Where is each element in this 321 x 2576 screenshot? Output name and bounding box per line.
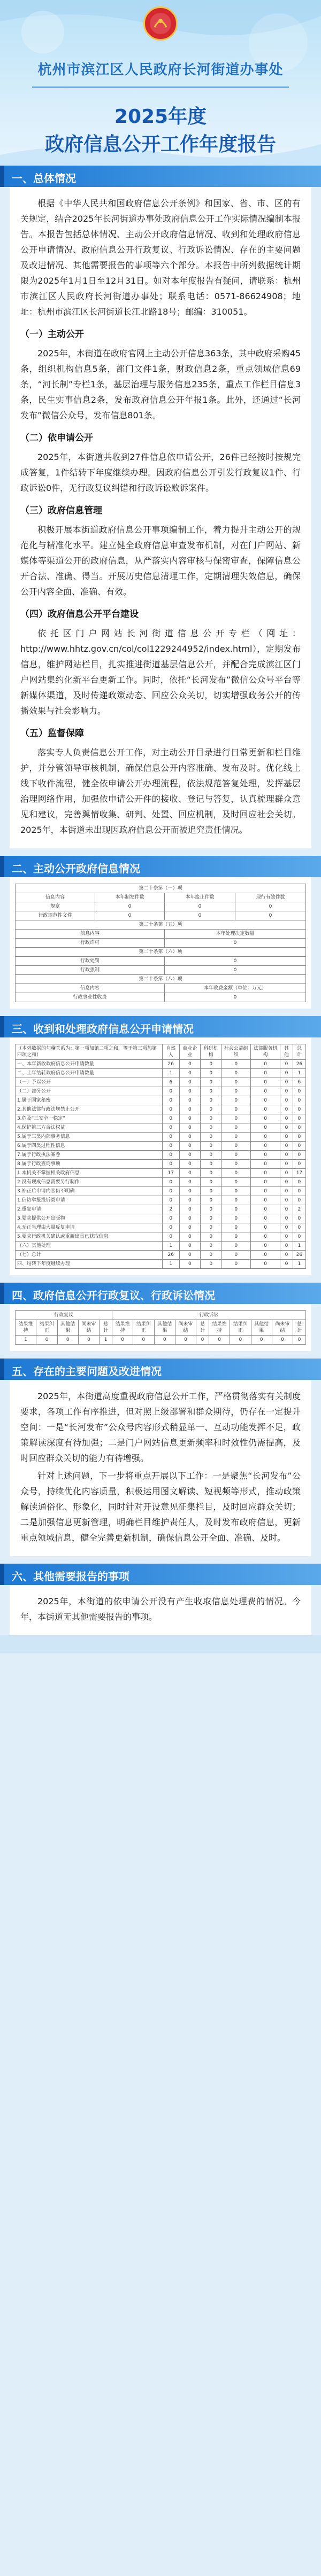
table-row: 4.无正当理由大量反复申请 0 0 0 0 0 0 0 [16,1223,306,1232]
section-header-applications [0,1016,321,1037]
application-paragraph: 2025年，本街道共收到27件信息依申请公开，26件已经按时按规完成答复，1件结转下年度继续办理。因政府信息公开引发行政复议1件、行政诉讼0件，无行政复议纠错和行政诉讼败诉案件。 [20,452,301,493]
table-row: 5.属于三类内部事务信息 0 0 0 0 0 0 0 [16,1133,306,1142]
table-header: 第二十条第（五）项 [16,920,306,930]
proactive-disclosure-table [15,884,306,1002]
organization-name: 杭州市滨江区人民政府长河街道办事处 [37,62,284,78]
section-title: 一、总体情况 [12,172,76,185]
table-row: （七）总计 26 0 0 0 0 0 26 [16,1251,306,1260]
table-col: 本年收费金额（单位：万元） [164,984,305,993]
subheading-platform: （四）政府信息公开平台建设 [20,609,139,620]
improvements-paragraph: 针对上述问题，下一步将重点开展以下工作：一是聚焦“长河发布”公众号，持续优化内容质量，积极运用图文解读、短视频等形式，推动政策解读通俗化、形象化，同时针对开设意见征集栏目，及时回应群众关切；二是加强信息更新管理，明确栏目维护责任人，及时发布政府信息，更新重点领域信息，健全完善更新机制，确保信息公开全面、准确、及时。 [20,1471,301,1543]
management-paragraph: 积极开展本街道政府信息公开事项编制工作，着力提升主动公开的规范化与精准化水平。建立健全政府信息审查发布机制，对在门户网站、新媒体等渠道公开的政府信息，从严落实内容审核与保密审查，保障信息公开合法、准确、得当。开展历史信息清理工作，定期清理失效信息，确保公开内容全面、准确、有效。 [20,525,301,597]
table-row: 四、结转下年度继续办理 1 0 0 0 0 0 1 [16,1260,306,1269]
section-title: 六、其他需要报告的事项 [12,1570,129,1583]
table-row: 5.要求行政机关确认或重新出具已获取信息 0 0 0 0 0 0 0 [16,1232,306,1242]
applications-table-wrapper [10,1037,311,1275]
table-row: 1 0 0 0 1 0 0 0 0 0 0 0 0 0 0 [16,1336,306,1345]
table-col: 本年制发件数 [95,893,165,902]
divider [32,87,289,88]
table-row: 1.信访举报投诉类申请 0 0 0 0 0 0 0 [16,1196,306,1205]
footer-strip [0,1635,321,1653]
proactive-table-wrapper [10,877,311,1009]
subheading-proactive: （一）主动公开 [20,329,84,340]
table-row: （二）部分公开 0 0 0 0 0 0 0 [16,1087,306,1096]
overview-content [10,187,311,848]
table-row: 7.属于行政执法案卷 0 0 0 0 0 0 0 [16,1151,306,1160]
other-paragraph: 2025年，本街道的依申请公开没有产生收取信息处理费的情况。今年，本街道无其他需要报告的事项。 [20,1596,301,1622]
table-row: 行政事业性收费 0 [16,993,306,1002]
table-row: 1.本机关不掌握相关政府信息 17 0 0 0 0 0 17 [16,1169,306,1178]
review-litigation-table: 行政复议 行政诉讼 结果维持 结果纠正 其他结果 尚未审结 总计 结果维持 结果纠正 其他结果 尚未审结 总计 结果维持 结果纠正 其他结果 尚未审结 总计 1 0 0 0 1 0 0 0 0 0 0 0 0 0 0 [15,1310,306,1345]
section-header-problems [0,1359,321,1380]
table-header: 第二十条第（六）项 [16,948,306,957]
table-header: 第二十条第（一）项 [16,884,306,893]
table-col: 信息内容 [16,930,165,939]
table-row: 8.属于行政查询事项 0 0 0 0 0 0 0 [16,1160,306,1169]
table-row: 2.其他法律行政法规禁止公开 0 0 0 0 0 0 0 [16,1105,306,1114]
review-table-wrapper [10,1304,311,1351]
platform-paragraph: 依托区门户网站长河街道信息公开专栏（网址：http://www.hhtz.gov.cn/col/col1229244952/index.html），定期发布信息，维护网站栏目，扎实推进街道基层信息公开，并配合完成滨江区门户网站集约化新平台更新工作。同时，依托“长河发布”微信公众号平台等新媒体渠道，及时传递政策动态、回应公众关切，切实增强政务公开的传播效果与社会影响力。 [20,628,301,716]
applications-table: （本列数据的勾稽关系为：第一项加第二项之和，等于第三项加第四项之和） 自然人 商业企业 科研机构 社会公益组织 法律服务机构 其他 总计 一、本年新收政府信息公开申请数量 26 0 0 0 0 0 26 二、上年结转政府信息公开申请数量 1 0 0 0 0 0 1 （一）予以公开 6 0 0 0 0 0 6 （二）部分公开 0 0 0 0 0 0 0 1.属于国家秘密 0 0 0 0 0 0 0 2.其他法律行政法规禁止公开 0 0 0 0 0 0 0 3.危及“三安全一稳定” 0 0 0 0 0 0 0 4.保护第三方合法权益 0 0 0 0 0 0 0 5.属于三类内部事务信息 0 0 0 0 0 0 0 6.属于四类过程性信息 0 0 0 0 0 0 0 7.属于行政执法案卷 0 0 0 0 0 0 0 8.属于行政查询事项 0 0 0 0 0 0 0 1.本机关不掌握相关政府信息 17 0 0 0 0 0 17 2.没有现成信息需要另行制作 0 0 0 0 0 0 0 3.补正后申请内容仍不明确 0 0 0 0 0 0 0 1.信访举报投诉类申请 0 0 0 0 0 0 0 2.重复申请 2 0 0 0 0 0 2 3.要求提供公开出版物 0 0 0 0 0 0 0 4.无正当理由大量反复申请 0 0 0 0 0 0 0 5.要求行政机关确认或重新出具已获取信息 0 0 0 0 0 0 0 （六）其他处理 1 0 0 0 0 0 1 （七）总计 26 0 0 0 0 0 26 四、结转下年度继续办理 1 0 0 0 0 0 1 [15,1044,306,1269]
problems-paragraph: 2025年，本街道高度重视政府信息公开工作，严格贯彻落实有关制度要求，各项工作有序推进，但对照上级部署和群众期待，仍存在一定提升空间：一是“长河发布”公众号内容形式稍显单一、互动功能发挥不足，政策解读深度有待加强；二是门户网站信息更新频率和时效性仍需提高，及时回应群众关切的能力有待增强。 [20,1391,301,1463]
table-row: 3.补正后申请内容仍不明确 0 0 0 0 0 0 0 [16,1187,306,1196]
subheading-application: （二）依申请公开 [20,433,93,443]
table-row: 1.属于国家秘密 0 0 0 0 0 0 0 [16,1096,306,1105]
overview-intro: 根据《中华人民共和国政府信息公开条例》和国家、省、市、区的有关规定，结合2025年长河街道办事处政府信息公开工作实际情况编制本报告。本报告包括总体情况、主动公开政府信息情况、收到和处理政府信息公开申请情况、政府信息公开行政复议、行政诉讼情况、存在的主要问题及改进情况、其他需要报告的事项等六个部分。本报告中所列数据统计期限为2025年1月1日至12月31日。如对本年度报告有疑问，请联系：杭州市滨江区人民政府长河街道办事处；联系电话：0571-86624908；地址：杭州市滨江区长河街道长江北路18号；邮编：310051。 [20,198,301,317]
proactive-paragraph: 2025年，本街道在政府官网上主动公开信息363条，其中政府采购45条，组织机构信息5条，部门文件1条，财政信息2条，重点领域信息69条，“河长制”专栏1条，基层治理与服务信息235条，重点工作栏目信息3条，民生实事信息2条，发布政府信息公开年报1条。此外，还通过“长河发布”微信公众号，发布信息801条。 [20,348,301,420]
table-group: 行政诉讼 [112,1311,305,1320]
table-header: 第二十条第（八）项 [16,975,306,984]
emblem-icon [143,6,178,41]
table-row: 3.危及“三安全一稳定” 0 0 0 0 0 0 0 [16,1114,306,1123]
table-col: 本年处理决定数量 [164,930,305,939]
applications-table-body [16,1060,306,1269]
section-header-other [0,1564,321,1585]
table-row: 3.要求提供公开出版物 0 0 0 0 0 0 0 [16,1214,306,1223]
table-row: 二、上年结转政府信息公开申请数量 1 0 0 0 0 0 1 [16,1069,306,1078]
section-title: 四、政府信息公开行政复议、行政诉讼情况 [12,1289,215,1302]
table-row: 行政强制 0 [16,966,306,975]
table-row: 规章 0 0 0 [16,902,306,911]
section-title: 二、主动公开政府信息情况 [12,862,140,875]
subheading-management: （三）政府信息管理 [20,505,102,516]
table-row: 4.保护第三方合法权益 0 0 0 0 0 0 0 [16,1123,306,1133]
table-col: 信息内容 [16,984,165,993]
table-row: （六）其他处理 1 0 0 0 0 0 1 [16,1242,306,1251]
report-header [0,0,321,166]
report-year: 2025年度 [114,106,207,128]
problems-content [10,1380,311,1556]
table-row: 行政规范性文件 0 0 0 [16,911,306,920]
table-caption: （本列数据的勾稽关系为：第一项加第二项之和，等于第三项加第四项之和） [16,1044,163,1060]
subheading-supervision: （五）监督保障 [20,728,84,739]
section-title: 五、存在的主要问题及改进情况 [12,1365,162,1378]
section-title: 三、收到和处理政府信息公开申请情况 [12,1022,194,1035]
section-header-overview [0,166,321,187]
table-col: 信息内容 [16,893,95,902]
section-header-proactive [0,856,321,877]
table-row: 6.属于四类过程性信息 0 0 0 0 0 0 0 [16,1142,306,1151]
section-header-review [0,1283,321,1304]
table-col: 现行有效件数 [235,893,305,902]
table-row: （一）予以公开 6 0 0 0 0 0 6 [16,1078,306,1087]
table-row: 2.没有现成信息需要另行制作 0 0 0 0 0 0 0 [16,1178,306,1187]
table-row: 2.重复申请 2 0 0 0 0 0 2 [16,1205,306,1214]
supervision-paragraph: 落实专人负责信息公开工作，对主动公开目录进行日常更新和栏目维护，并分管领导审核机制，确保信息公开内容准确、发布及时。优化线上线下收件流程，健全依申请公开办理流程，依法规范答复处理，发挥基层治理网络作用，加强依申请公开件的接收、登记与答复，认真梳理群众意见和建议，完善舆情收集、研判、处置、回应机制，及时回应社会关切。2025年，本街道未出现因政府信息公开而被追究责任情况。 [20,747,301,835]
report-title: 政府信息公开工作年度报告 [44,134,276,155]
table-row: 行政处罚 0 [16,957,306,966]
other-content [10,1585,311,1635]
table-row: 一、本年新收政府信息公开申请数量 26 0 0 0 0 0 26 [16,1060,306,1069]
table-row: 行政许可 0 [16,939,306,948]
table-col: 本年废止件数 [164,893,235,902]
table-group: 行政复议 [16,1311,112,1320]
